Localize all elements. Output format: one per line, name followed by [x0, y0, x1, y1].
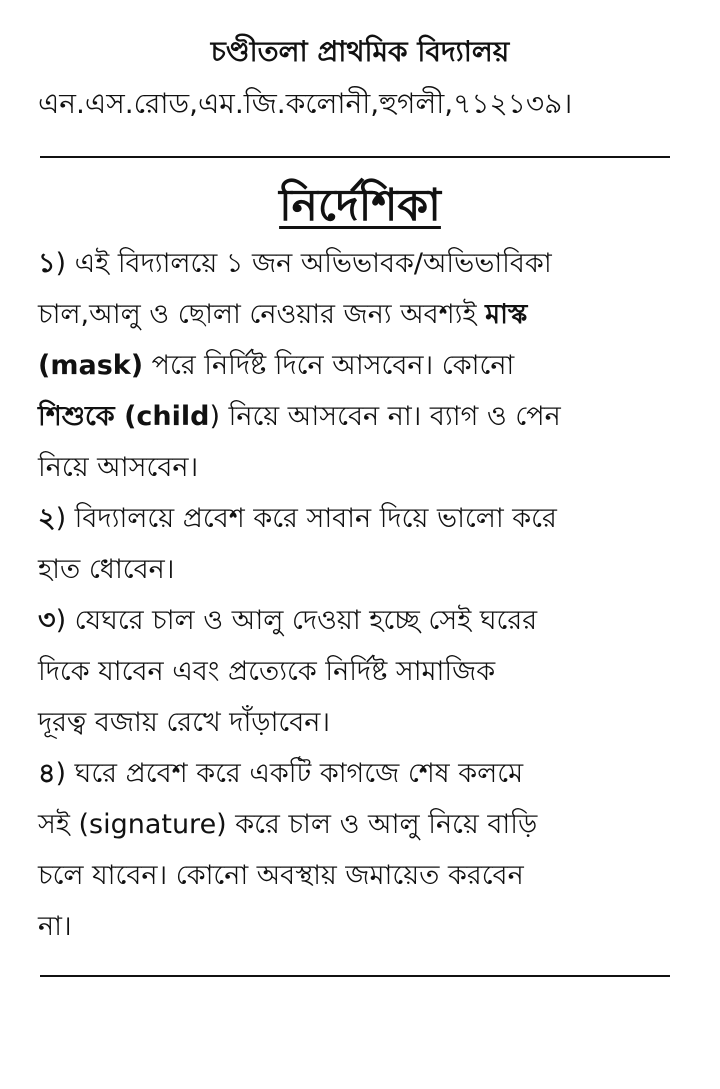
- instruction-text: সই (signature) করে চাল ও আলু নিয়ে বাড়ি: [38, 809, 538, 840]
- instructions-body: [38, 238, 688, 952]
- instruction-line: [38, 544, 688, 595]
- instruction-number: ১: [38, 248, 56, 279]
- school-name: চণ্ডীতলা প্রাথমিক বিদ্যালয়: [210, 35, 510, 68]
- instruction-line: [38, 493, 688, 544]
- instruction-line: [38, 748, 688, 799]
- instruction-line: [38, 646, 688, 697]
- instruction-line: [38, 391, 688, 442]
- instruction-text: চাল,আলু ও ছোলা নেওয়ার জন্য অবশ্যই: [38, 299, 486, 330]
- instruction-line: [38, 442, 688, 493]
- instruction-text: ) নিয়ে আসবেন না। ব্যাগ ও পেন: [209, 401, 561, 432]
- instruction-item-1: [38, 238, 688, 493]
- instruction-number: ৪: [38, 758, 56, 789]
- instruction-line: [38, 340, 688, 391]
- instruction-line: [38, 595, 688, 646]
- instruction-text: না।: [38, 911, 72, 942]
- instruction-line: [38, 289, 688, 340]
- school-address: এন.এস.রোড,এম.জি.কলোনী,হুগলী,৭১২১৩৯।: [38, 87, 573, 120]
- instruction-text: দিকে যাবেন এবং প্রত্যেকে নির্দিষ্ট সামাজিক: [38, 656, 496, 687]
- instruction-number: ৩: [38, 605, 56, 636]
- instruction-text: ) ঘরে প্রবেশ করে একটি কাগজে শেষ কলমে: [55, 758, 524, 789]
- instruction-item-4: [38, 748, 688, 952]
- notice-heading-text: নির্দেশিকা: [279, 180, 441, 231]
- instruction-text: শিশুকে (child: [38, 401, 210, 432]
- instruction-line: [38, 697, 688, 748]
- instruction-text: দূরত্ব বজায় রেখে দাঁড়াবেন।: [38, 707, 331, 738]
- bottom-divider: [40, 975, 670, 977]
- instruction-line: [38, 901, 688, 952]
- instruction-text: নিয়ে আসবেন।: [38, 452, 199, 483]
- instruction-text: মাস্ক: [485, 299, 528, 330]
- instruction-text: ) বিদ্যালয়ে প্রবেশ করে সাবান দিয়ে ভালো করে: [55, 503, 557, 534]
- instruction-text: হাত ধোবেন।: [38, 554, 175, 585]
- instruction-item-2: [38, 493, 688, 595]
- instruction-number: ২: [38, 503, 56, 534]
- instruction-text: (mask): [38, 350, 144, 381]
- instruction-item-3: [38, 595, 688, 748]
- instruction-text: ) এই বিদ্যালয়ে ১ জন অভিভাবক/অভিভাবিকা: [55, 248, 552, 279]
- instruction-line: [38, 238, 688, 289]
- notice-heading: [0, 172, 720, 245]
- instruction-text: পরে নির্দিষ্ট দিনে আসবেন। কোনো: [143, 350, 515, 381]
- instruction-text: চলে যাবেন। কোনো অবস্থায় জমায়েত করবেন: [38, 860, 524, 891]
- instruction-line: [38, 850, 688, 901]
- instruction-line: [38, 799, 688, 850]
- instruction-text: ) যেঘরে চাল ও আলু দেওয়া হচ্ছে সেই ঘরের: [55, 605, 538, 636]
- top-divider: [40, 156, 670, 158]
